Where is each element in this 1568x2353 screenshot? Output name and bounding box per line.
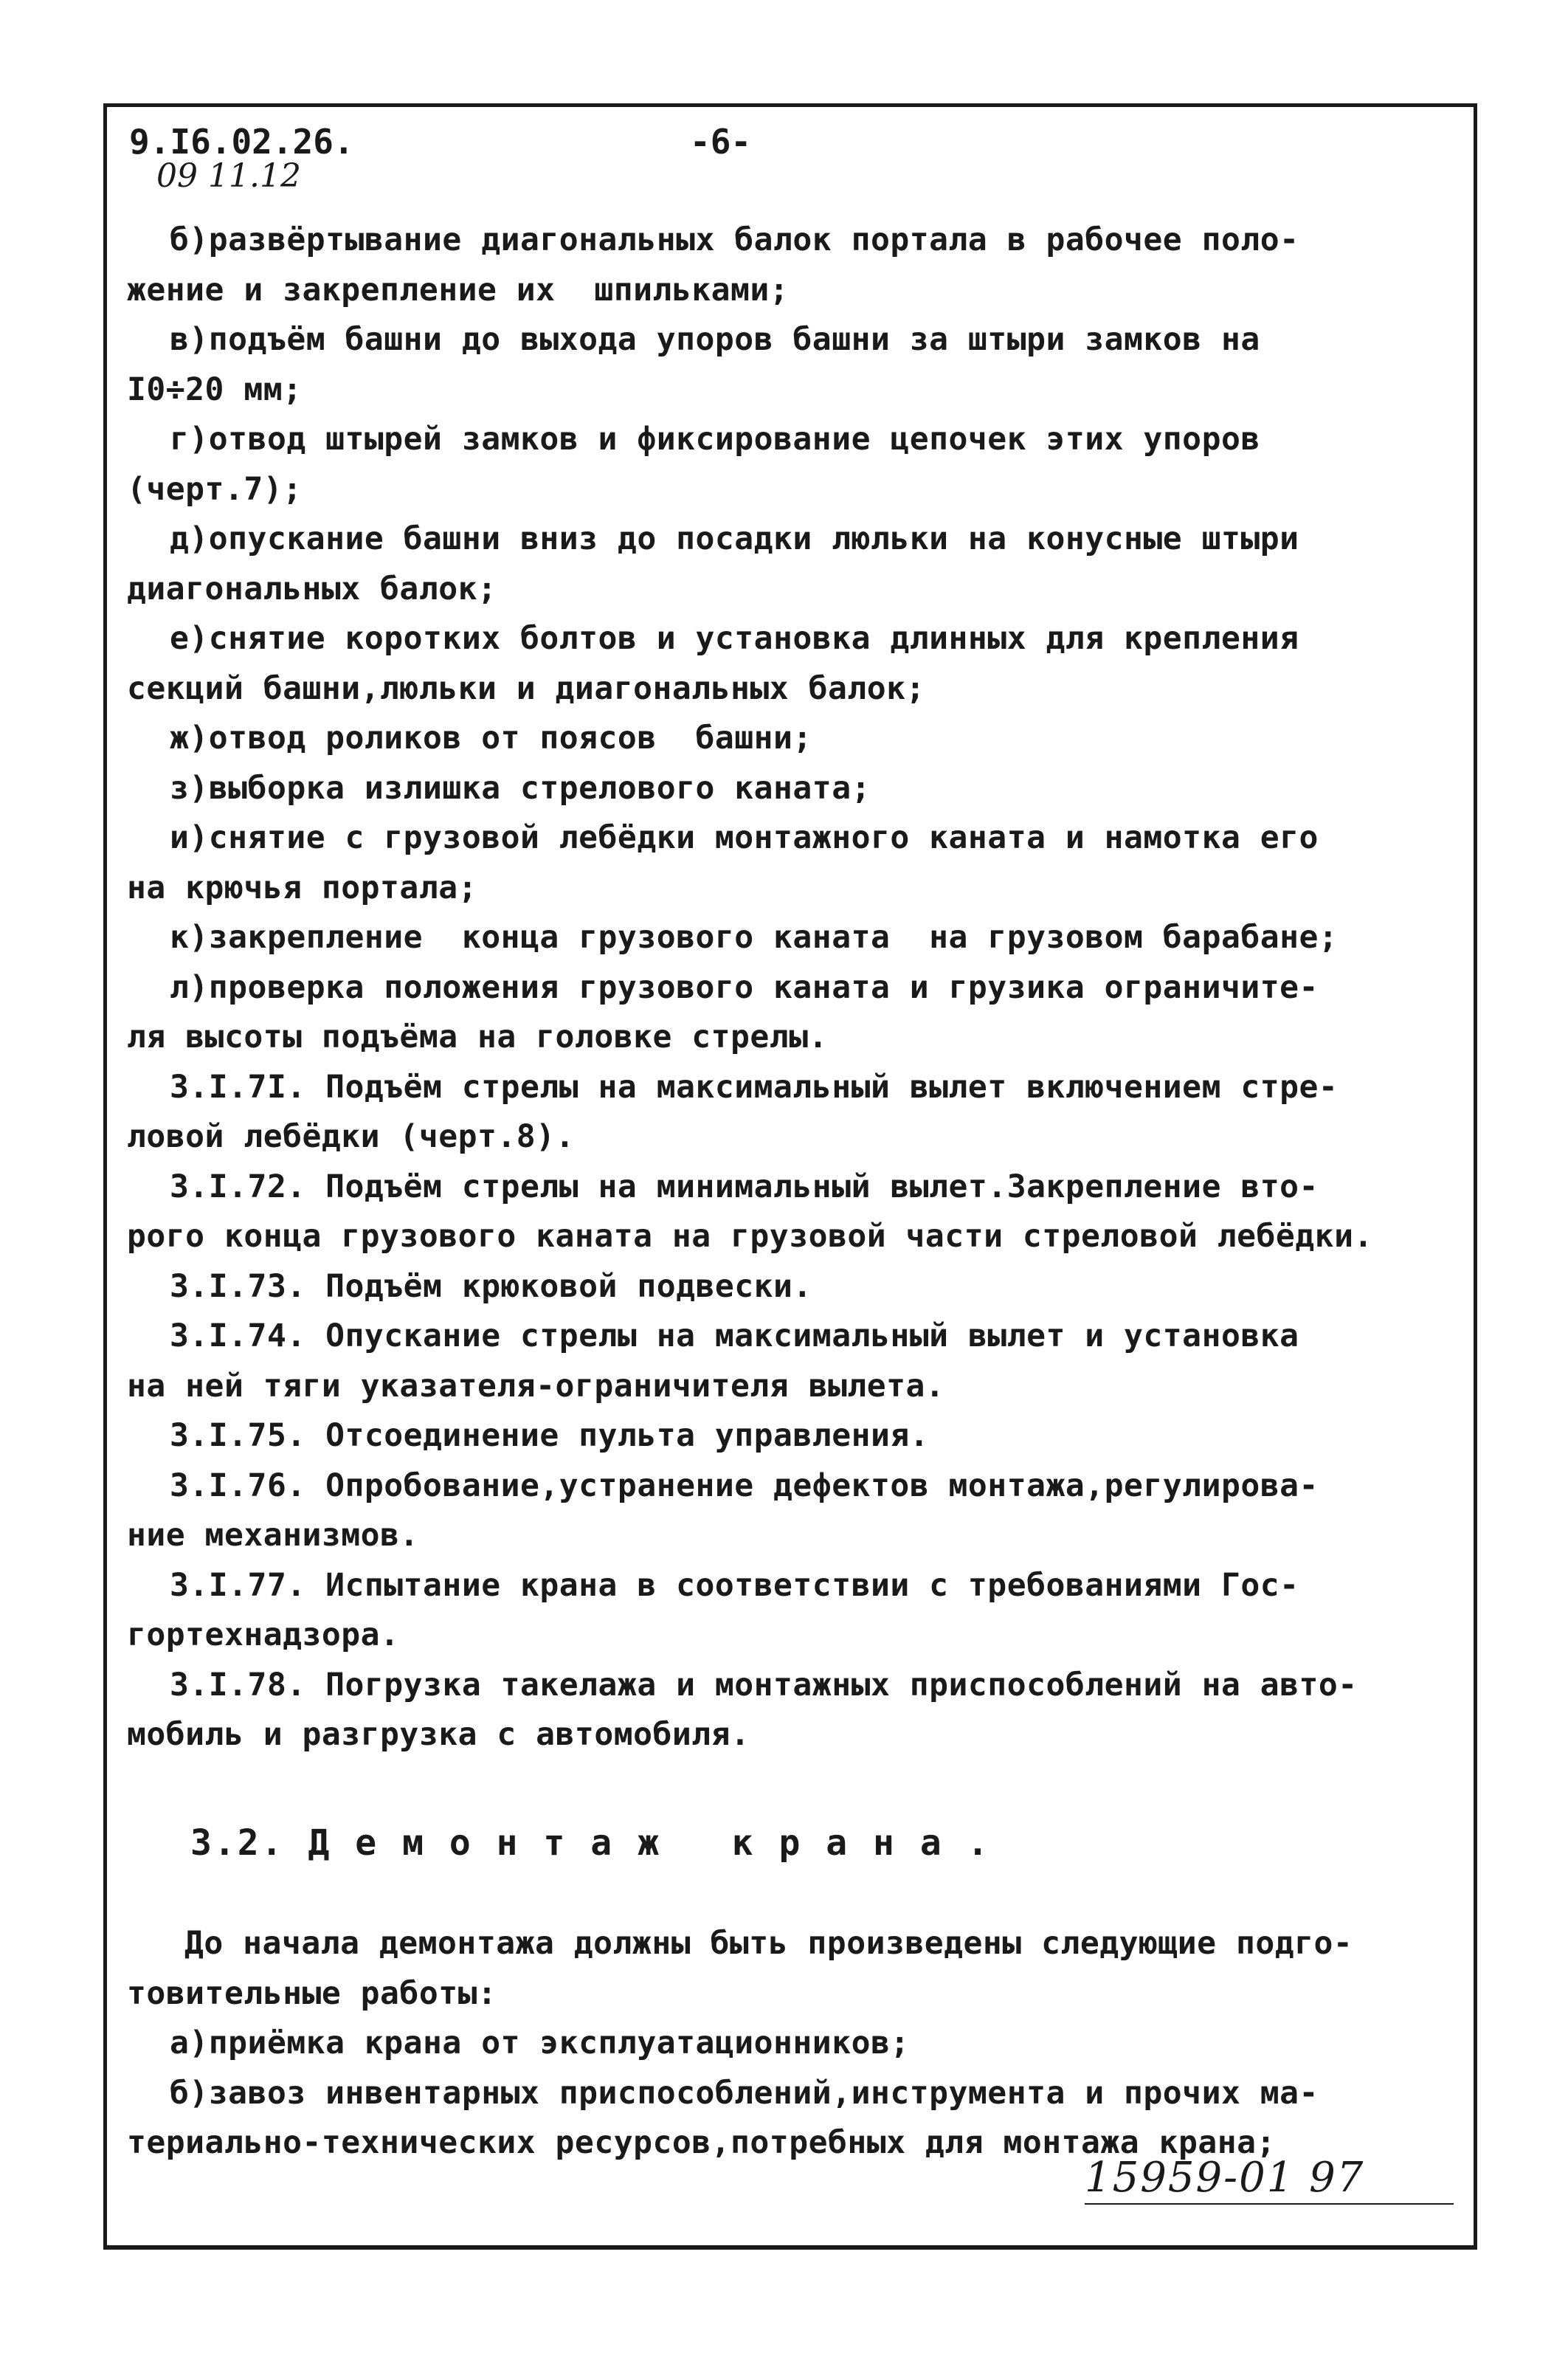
text-line: и)снятие с грузовой лебёдки монтажного каната и намотка его: [170, 819, 1319, 856]
text-line: 3.I.73. Подъём крюковой подвески.: [170, 1267, 812, 1305]
body-text: [127, 216, 1470, 1760]
text-line: в)подъём башни до выхода упоров башни за штыри замков на: [170, 321, 1260, 358]
text-line: на ней тяги указателя-ограничителя вылета.: [127, 1367, 945, 1405]
handwritten-note: 09 11.12: [156, 157, 301, 195]
text-line: 3.I.74. Опускание стрелы на максимальный вылет и установка: [170, 1317, 1299, 1354]
text-line: 3.I.76. Опробование,устранение дефектов монтажа,регулирова-: [170, 1467, 1319, 1504]
text-line: До начала демонтажа должны быть произведены следующие подго-: [184, 1925, 1353, 1962]
text-line: а)приёмка крана от эксплуатационников;: [170, 2025, 910, 2061]
text-line: л)проверка положения грузового каната и грузика ограничите-: [170, 968, 1319, 1006]
text-line: секций башни,люльки и диагональных балок;: [127, 669, 925, 707]
text-line: 3.I.72. Подъём стрелы на минимальный вылет.Закрепление вто-: [170, 1168, 1319, 1205]
text-line: I0÷20 мм;: [127, 371, 303, 408]
text-line: рого конца грузового каната на грузовой части стреловой лебёдки.: [127, 1218, 1373, 1255]
text-line: 3.I.78. Погрузка такелажа и монтажных приспособлений на авто-: [170, 1666, 1358, 1703]
text-line: (черт.7);: [127, 470, 303, 508]
page-number: -6-: [690, 122, 752, 162]
text-line: 3.I.75. Отсоединение пульта управления.: [170, 1417, 930, 1454]
inventory-underline: [1085, 2203, 1454, 2205]
inventory-number: 15959-01 97: [1085, 2154, 1365, 2202]
text-line: 3.I.7I. Подъём стрелы на максимальный вылет включением стре-: [170, 1068, 1339, 1106]
text-line: гортехнадзора.: [127, 1616, 400, 1653]
text-line: ля высоты подъёма на головке стрелы.: [127, 1019, 828, 1055]
text-line: ж)отвод роликов от поясов башни;: [170, 720, 812, 757]
text-line: жение и закрепление их шпильками;: [127, 271, 790, 309]
text-line: з)выборка излишка стрелового каната;: [170, 769, 871, 807]
section-heading: 3.2. Д е м о н т а ж к р а н а .: [190, 1822, 991, 1864]
text-line: ловой лебёдки (черт.8).: [127, 1118, 575, 1155]
text-line: мобиль и разгрузка с автомобиля.: [127, 1716, 750, 1753]
document-code: 9.I6.02.26.: [129, 122, 354, 162]
text-line: товительные работы:: [127, 1974, 497, 2012]
text-line: диагональных балок;: [127, 570, 497, 607]
text-line: териально-технических ресурсов,потребных для монтажа крана;: [127, 2124, 1276, 2161]
preparation-text: [127, 1919, 1468, 2168]
text-line: ние механизмов.: [127, 1517, 419, 1554]
text-line: д)опускание башни вниз до посадки люльки на конусные штыри: [170, 520, 1299, 557]
text-line: б)завоз инвентарных приспособлений,инструмента и прочих ма-: [170, 2074, 1319, 2112]
text-line: на крючья портала;: [127, 869, 477, 906]
text-line: 3.I.77. Испытание крана в соответствии с требованиями Гос-: [170, 1566, 1299, 1604]
text-line: г)отвод штырей замков и фиксирование цепочек этих упоров: [170, 421, 1260, 458]
text-line: е)снятие коротких болтов и установка длинных для крепления: [170, 620, 1299, 657]
text-line: к)закрепление конца грузового каната на грузовом барабане;: [170, 919, 1339, 956]
text-line: б)развёртывание диагональных балок портала в рабочее поло-: [170, 221, 1299, 258]
